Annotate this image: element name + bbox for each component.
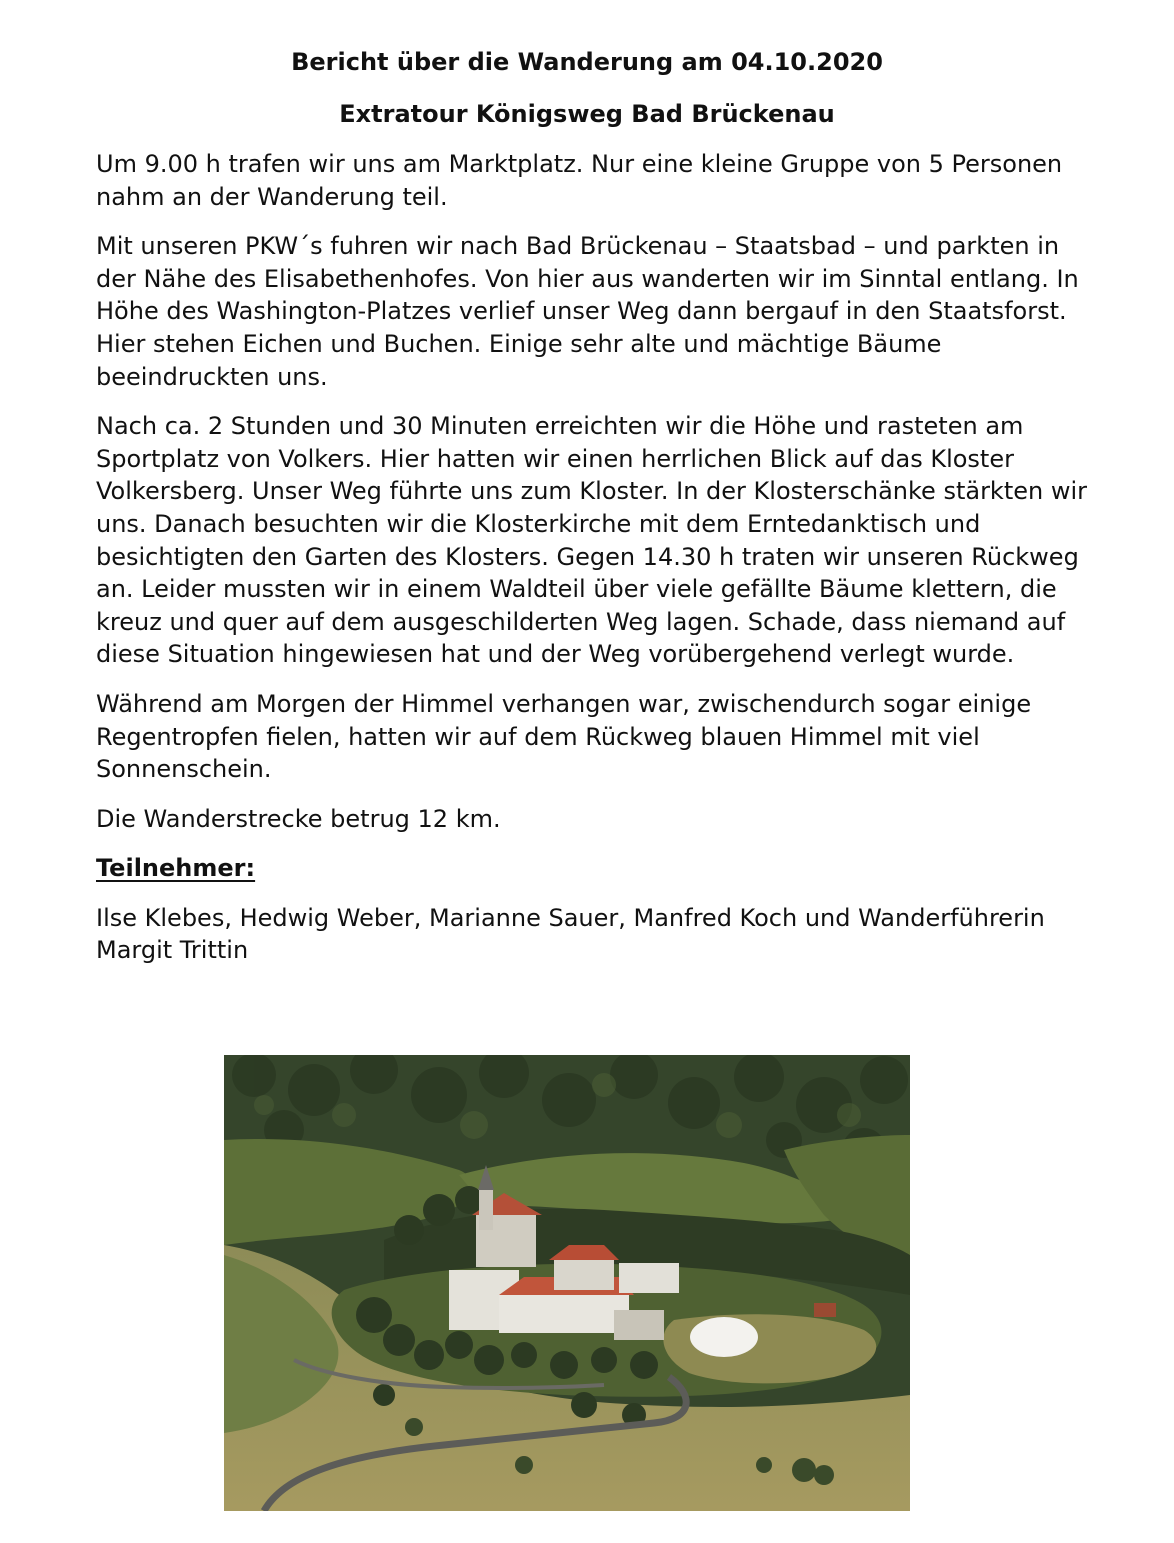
monastery-garden	[663, 1314, 876, 1383]
report-body	[96, 148, 1096, 984]
church-tower	[479, 1190, 493, 1230]
participants-heading: Teilnehmer:	[96, 854, 256, 883]
building-east-wing	[619, 1263, 679, 1293]
paragraph-distance: Die Wanderstrecke betrug 12 km.	[96, 804, 501, 833]
building-main-block	[499, 1295, 629, 1333]
paragraph-meeting: Um 9.00 h trafen wir uns am Marktplatz. Nur eine kleine Gruppe von 5 Personen nahm an der Wanderung teil.	[96, 150, 1063, 211]
tent-dome	[690, 1317, 758, 1357]
building-upper	[554, 1260, 614, 1290]
report-subtitle: Extratour Königsweg Bad Brückenau	[339, 100, 835, 128]
paragraph-route: Mit unseren PKW´s fuhren wir nach Bad Brückenau – Staatsbad – und parkten in der Nähe des Elisabethenhofes. Von hier aus wanderten wir im Sinntal entlang. In Höhe des Washington-Platzes verlief unser Weg dann bergauf in den Staatsforst. Hier stehen Eichen und Buchen. Einige sehr alte und mächtige Bäume beeindruckten uns.	[96, 232, 1079, 391]
paragraph-monastery: Nach ca. 2 Stunden und 30 Minuten erreichten wir die Höhe und rasteten am Sportplatz von Volkers. Hier hatten wir einen herrlichen Blick auf das Kloster Volkersberg. Unser Weg führte uns zum Kloster. In der Klosterschänke stärkten wir uns. Danach besuchten wir die Klosterkirche mit dem Erntedanktisch und besichtigten den Garten des Klosters. Gegen 14.30 h traten wir unseren Rückweg an. Leider mussten wir in einem Waldteil über viele gefällte Bäume klettern, die kreuz und quer auf dem ausgeschilderten Weg lagen. Schade, dass niemand auf diese Situation hingewiesen hat und der Weg vorübergehend verlegt wurde.	[96, 412, 1088, 669]
building-annex	[614, 1310, 664, 1340]
barn	[814, 1303, 836, 1317]
report-title: Bericht über die Wanderung am 04.10.2020	[291, 48, 883, 76]
paragraph-weather: Während am Morgen der Himmel verhangen war, zwischendurch sogar einige Regentropfen fielen, hatten wir auf dem Rückweg blauen Himmel mit viel Sonnenschein.	[96, 689, 1032, 784]
monastery-aerial-photo	[224, 1055, 910, 1511]
participants-list: Ilse Klebes, Hedwig Weber, Marianne Sauer, Manfred Koch und Wanderführerin Margit Trittin	[96, 903, 1045, 965]
